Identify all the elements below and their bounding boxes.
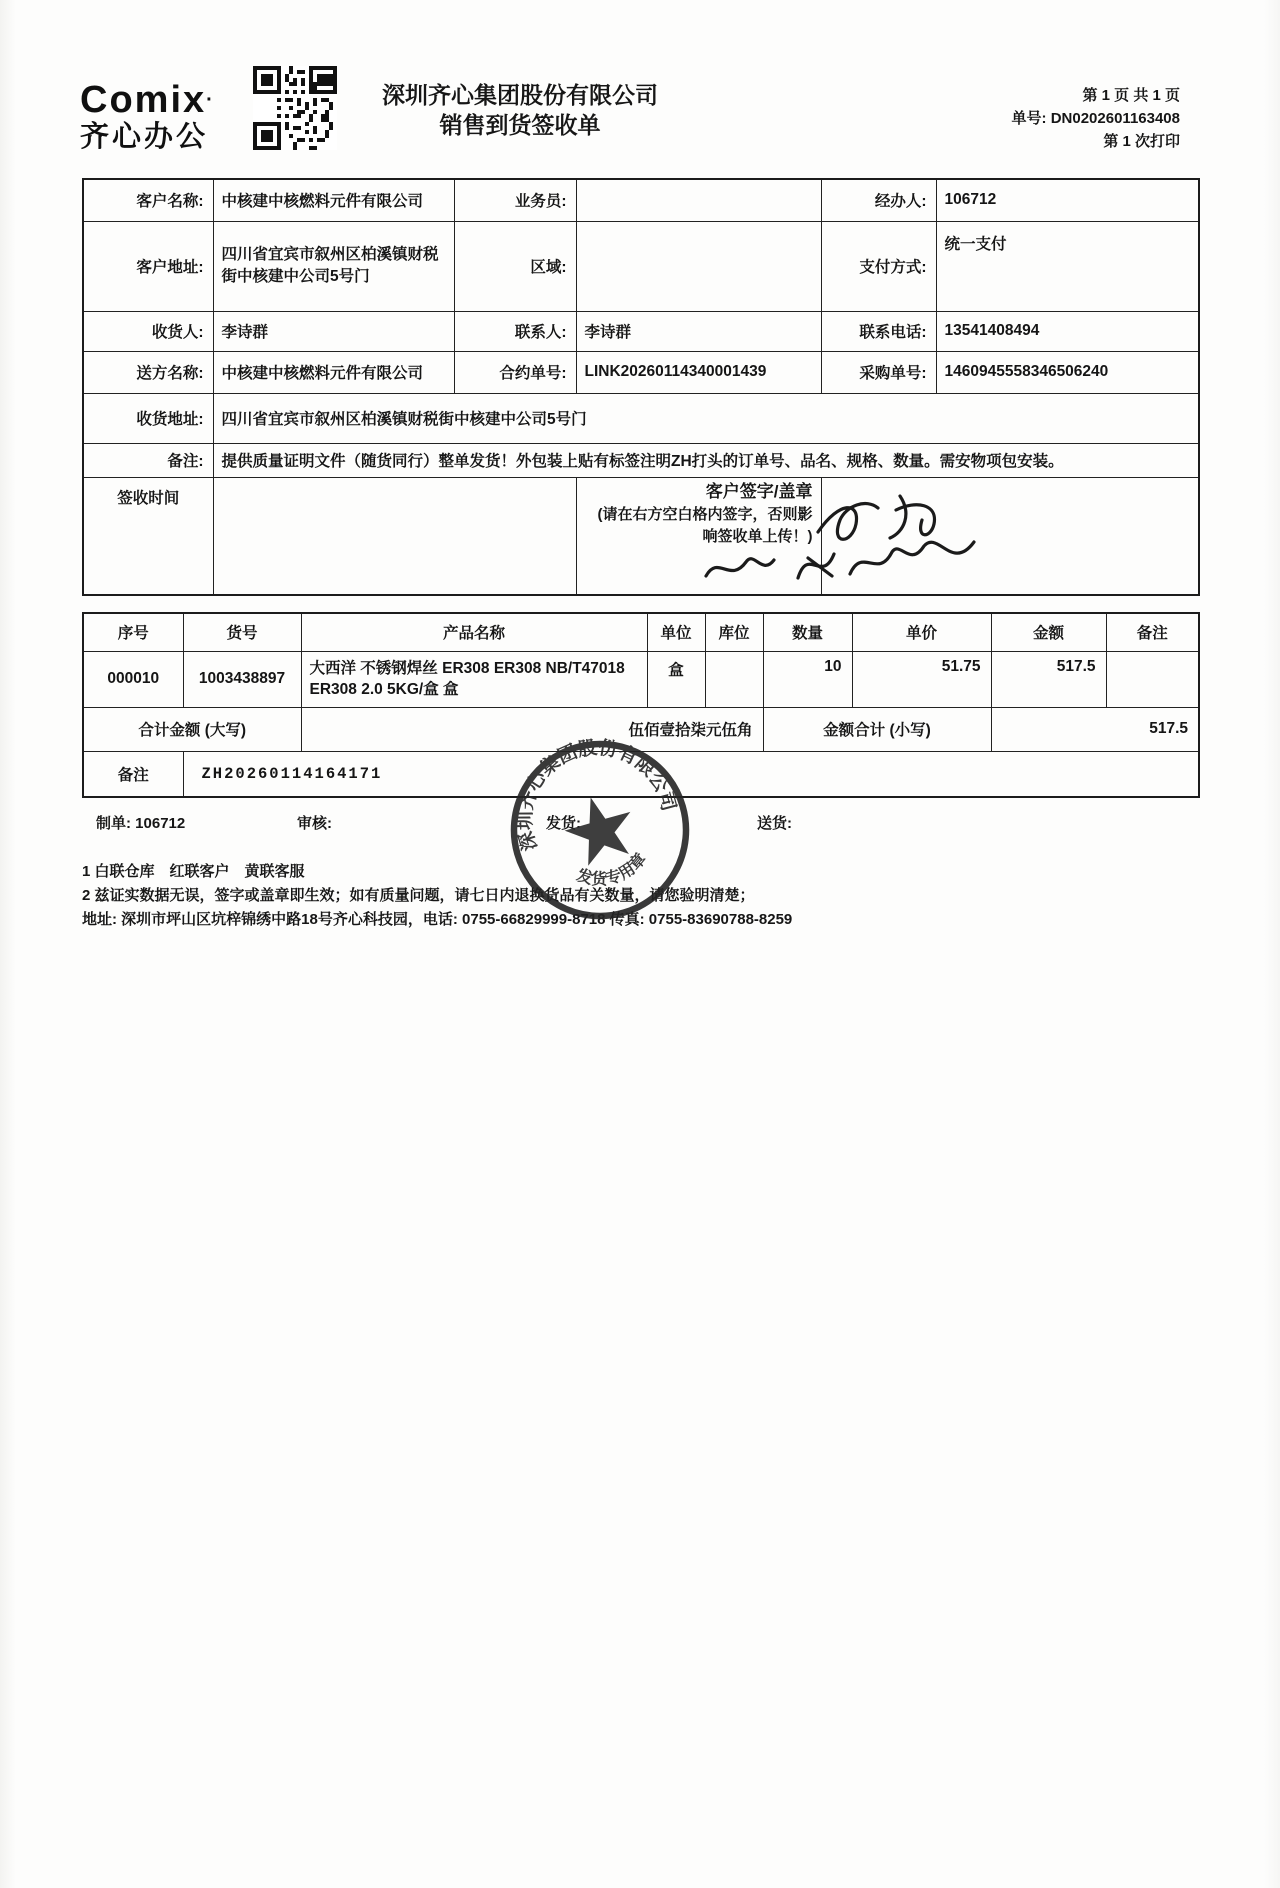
item-remark xyxy=(1106,651,1199,707)
company-name: 深圳齐心集团股份有限公司 xyxy=(382,82,658,108)
customer-address-label: 客户地址: xyxy=(83,221,213,311)
company-seal-stamp xyxy=(503,733,697,927)
payment-value: 统一支付 xyxy=(936,221,1199,311)
sender-value: 中核建中核燃料元件有限公司 xyxy=(213,351,454,393)
info-row-6 xyxy=(83,443,1199,477)
item-sn: 000010 xyxy=(83,651,183,707)
info-row-3 xyxy=(83,311,1199,351)
document-title-block xyxy=(340,80,700,140)
customer-signature xyxy=(690,480,1130,594)
customer-sign-title: 客户签字/盖章 xyxy=(705,481,813,501)
logo-trademark-dot: · xyxy=(206,89,215,111)
customer-sign-note: (请在右方空白格内签字，否则影响签收单上传！) xyxy=(597,505,813,545)
total-cn-value: 伍佰壹拾柒元伍角 xyxy=(301,707,763,751)
audit-field: 审核: xyxy=(297,815,332,832)
region-label: 区域: xyxy=(454,221,576,311)
payment-label: 支付方式: xyxy=(821,221,936,311)
col-header-unit: 单位 xyxy=(647,613,705,651)
phone-label: 联系电话: xyxy=(821,311,936,351)
sender-label: 送方名称: xyxy=(83,351,213,393)
item-code: 1003438897 xyxy=(183,651,301,707)
item-product-name: 大西洋 不锈钢焊丝 ER308 ER308 NB/T47018 ER308 2.0 5KG/盒 盒 xyxy=(301,651,647,707)
seal-purpose-text: 发货专用章 xyxy=(574,850,650,889)
maker-label: 制单: xyxy=(96,815,131,832)
remark-label: 备注: xyxy=(83,443,213,477)
customer-address-value: 四川省宜宾市叙州区柏溪镇财税街中核建中公司5号门 xyxy=(213,221,454,311)
salesman-label: 业务员: xyxy=(454,179,576,221)
info-row-2 xyxy=(83,221,1199,311)
region-value xyxy=(576,221,821,311)
handler-label: 经办人: xyxy=(821,179,936,221)
total-cn-label: 合计金额 (大写) xyxy=(83,707,301,751)
po-no-value: 1460945558346506240 xyxy=(936,351,1199,393)
info-row-5 xyxy=(83,393,1199,443)
qr-code-icon xyxy=(253,66,337,150)
logo-wordmark xyxy=(80,79,215,121)
remark-value: 提供质量证明文件（随货同行）整单发货！外包装上贴有标签注明ZH打头的订单号、品名、规格、数量。需安物项包安装。 xyxy=(213,443,1199,477)
item-unit: 盒 xyxy=(647,651,705,707)
col-header-code: 货号 xyxy=(183,613,301,651)
validity-note: 2 兹证实数据无误，签字或盖章即生效；如有质量问题，请七日内退换货品有关数量，请您验明清楚； xyxy=(82,887,755,904)
page-number: 第 1 页 共 1 页 xyxy=(1082,87,1180,104)
info-row-4 xyxy=(83,351,1199,393)
sign-time-label: 签收时间 xyxy=(83,477,213,595)
deliver-field: 送货: xyxy=(757,815,792,832)
salesman-value xyxy=(576,179,821,221)
po-no-label: 采购单号: xyxy=(821,351,936,393)
logo-subtitle: 齐心办公 xyxy=(80,121,209,153)
item-row xyxy=(83,651,1199,707)
document-title: 销售到货签收单 xyxy=(439,112,601,138)
maker-value: 106712 xyxy=(135,815,186,832)
ship-address-label: 收货地址: xyxy=(83,393,213,443)
col-header-location: 库位 xyxy=(705,613,763,651)
total-num-value: 517.5 xyxy=(991,707,1199,751)
consignee-value: 李诗群 xyxy=(213,311,454,351)
items-header-row xyxy=(83,613,1199,651)
col-header-remark: 备注 xyxy=(1106,613,1199,651)
info-row-1 xyxy=(83,179,1199,221)
document-number: 单号: DN0202601163408 xyxy=(1011,110,1180,127)
ship-address-value: 四川省宜宾市叙州区柏溪镇财税街中核建中公司5号门 xyxy=(213,393,1199,443)
total-num-label: 金额合计 (小写) xyxy=(763,707,991,751)
contract-no-value: LINK20260114340001439 xyxy=(576,351,821,393)
handler-value: 106712 xyxy=(936,179,1199,221)
copies-note: 1 白联仓库 红联客户 黄联客服 xyxy=(82,863,305,880)
consignee-label: 收货人: xyxy=(83,311,213,351)
seal-company-text: 深圳齐心集团股份有限公司 xyxy=(515,737,679,854)
contract-no-label: 合约单号: xyxy=(454,351,576,393)
sign-time-blank-cell xyxy=(213,477,576,595)
company-address-line: 地址: 深圳市坪山区坑梓锦绣中路18号齐心科技园，电话: 0755-66829999-8718 传真: 0755-83690788-8259 xyxy=(82,911,793,928)
svg-text:发货专用章 xyxy=(569,846,654,897)
customer-name-value: 中核建中核燃料元件有限公司 xyxy=(213,179,454,221)
col-header-product: 产品名称 xyxy=(301,613,647,651)
comix-logo xyxy=(80,79,215,156)
contact-label: 联系人: xyxy=(454,311,576,351)
col-header-qty: 数量 xyxy=(763,613,852,651)
item-qty: 10 xyxy=(763,651,852,707)
order-note-label: 备注 xyxy=(83,751,183,797)
customer-name-label: 客户名称: xyxy=(83,179,213,221)
logo-text: Comix xyxy=(80,79,207,121)
ship-field: 发货: xyxy=(546,815,581,832)
phone-value: 13541408494 xyxy=(936,311,1199,351)
print-count: 第 1 次打印 xyxy=(1103,133,1180,150)
order-note-number: ZH20260114164171 xyxy=(183,751,1199,797)
col-header-amount: 金额 xyxy=(991,613,1106,651)
item-amount: 517.5 xyxy=(991,651,1106,707)
maker-field xyxy=(96,812,185,833)
col-header-price: 单价 xyxy=(852,613,991,651)
contact-value: 李诗群 xyxy=(576,311,821,351)
item-location xyxy=(705,651,763,707)
item-price: 51.75 xyxy=(852,651,991,707)
seal-star-icon xyxy=(558,788,642,869)
header-meta xyxy=(850,84,1180,153)
col-header-sn: 序号 xyxy=(83,613,183,651)
